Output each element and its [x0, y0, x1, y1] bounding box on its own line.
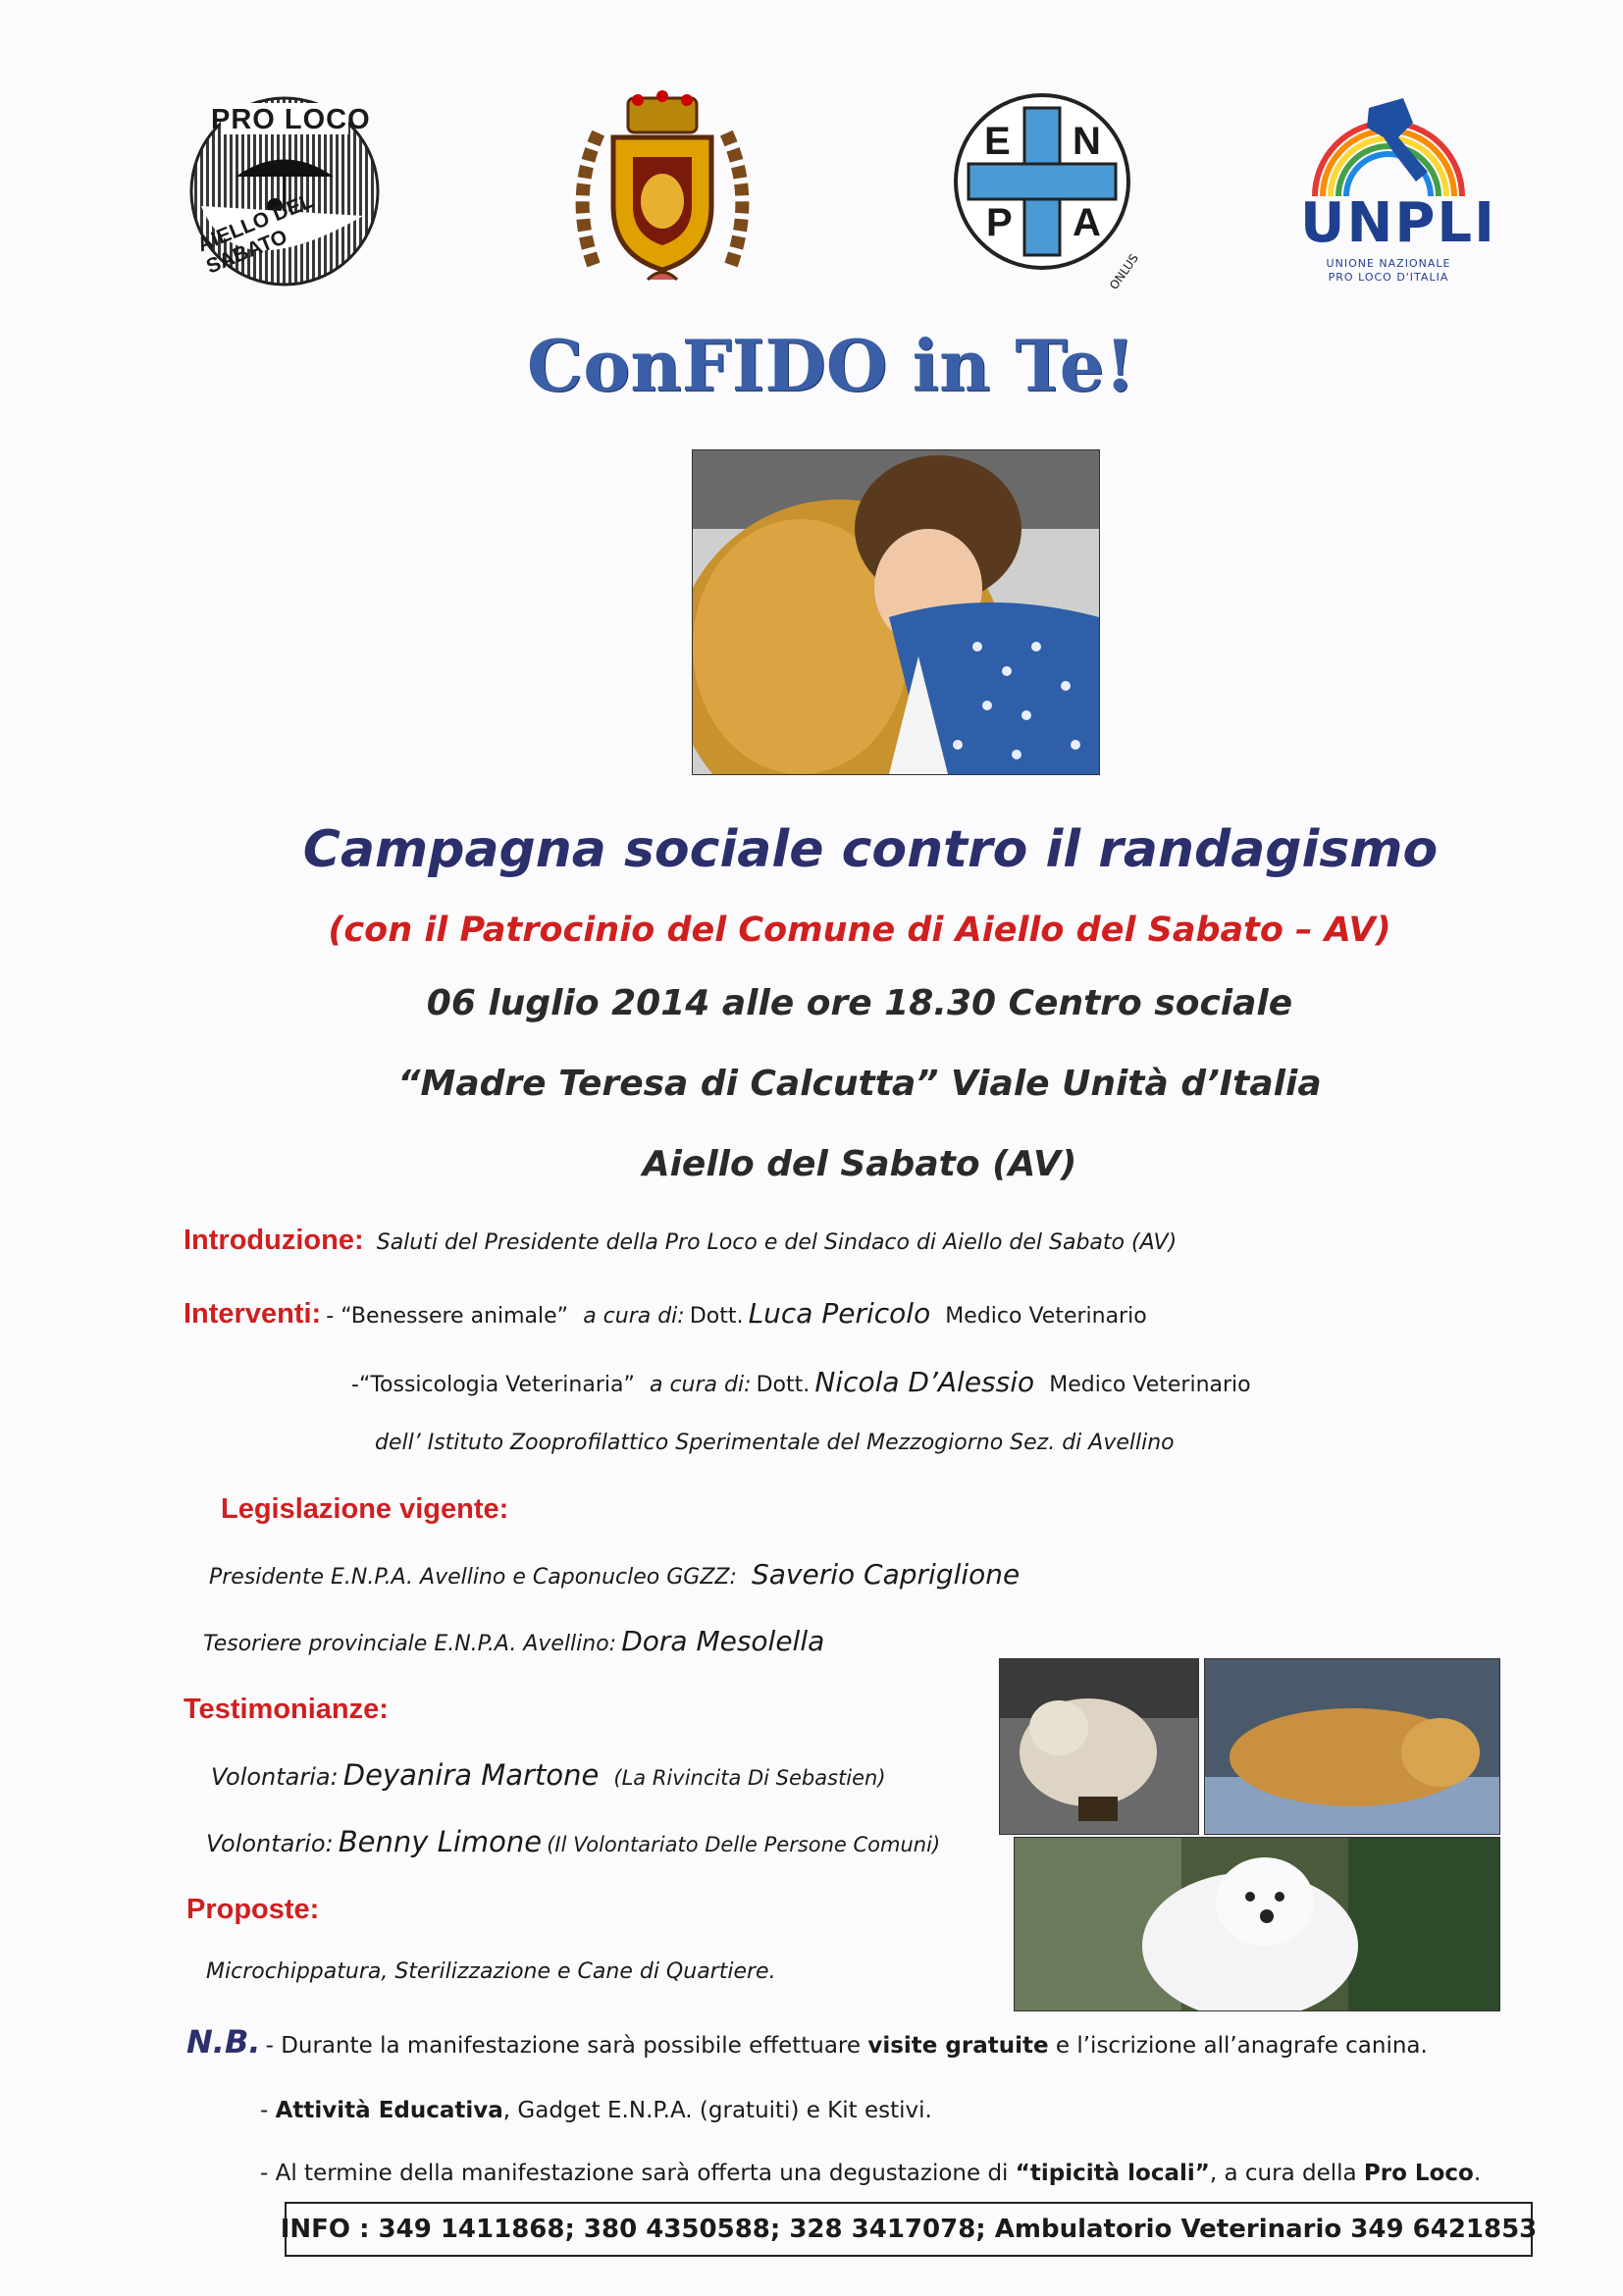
nb-line-3-a: - Al termine della manifestazione sarà offerta una degustazione di — [260, 2161, 1016, 2186]
unpli-name: UNPLI — [1300, 191, 1496, 255]
intervento-2-topic: -“Tossicologia Veterinaria” — [351, 1373, 635, 1397]
nb-line-3-c: , a cura della — [1209, 2161, 1364, 2186]
nb-line-1-a: - Durante la manifestazione sarà possibile effettuare — [265, 2033, 868, 2059]
patronage-line: (con il Patrocinio del Comune di Aiello del Sabato – AV) — [328, 911, 1391, 950]
intervento-1-speaker: Luca Pericolo — [748, 1297, 931, 1330]
coat-of-arms-logo — [564, 88, 760, 294]
testimonianza-2-name: Benny Limone — [338, 1825, 543, 1858]
nb-line-2-c: , Gadget E.N.P.A. (gratuiti) e Kit estivi. — [502, 2098, 932, 2123]
flyer-title: ConFIDO in Te! — [526, 324, 1136, 407]
campaign-heading: Campagna sociale contro il randagismo — [302, 820, 1439, 879]
nb-row-3 — [260, 2161, 1481, 2186]
testimonianza-2-note: (Il Volontariato Delle Persone Comuni) — [547, 1833, 941, 1856]
testimonianza-1-note: (La Rivincita Di Sebastien) — [613, 1766, 886, 1790]
intro-row — [183, 1225, 1177, 1257]
pro-loco-logo — [177, 88, 393, 294]
unpli-logo — [1290, 88, 1496, 294]
interventi-row-1 — [183, 1297, 1147, 1331]
interventi-label: Interventi: — [183, 1298, 322, 1330]
child-and-dog-photo — [692, 449, 1100, 775]
nb-label: N.B. — [186, 2023, 261, 2061]
interventi-row-2 — [351, 1366, 1251, 1398]
testimonianza-2-role: Volontario: — [206, 1830, 334, 1857]
legislazione-row-1 — [209, 1558, 1020, 1591]
intervento-1-role: Medico Veterinario — [945, 1304, 1147, 1329]
legislazione-2-role: Tesoriere provinciale E.N.P.A. Avellino: — [203, 1632, 617, 1656]
intro-text: Saluti del Presidente della Pro Loco e del Sindaco di Aiello del Sabato (AV) — [376, 1230, 1178, 1255]
legislazione-label: Legislazione vigente: — [221, 1493, 509, 1525]
intro-label: Introduzione: — [183, 1225, 364, 1256]
intervento-2-title: Dott. — [756, 1373, 811, 1397]
unpli-subtitle-2: PRO LOCO D'ITALIA — [1328, 271, 1449, 284]
testimonianze-row-1 — [211, 1758, 886, 1792]
unpli-subtitle-1: UNIONE NAZIONALE — [1326, 257, 1451, 270]
enpa-letter-e: E — [984, 120, 1011, 163]
legislazione-1-role: Presidente E.N.P.A. Avellino e Caponucleo GGZZ: — [209, 1565, 737, 1590]
testimonianze-row-2 — [206, 1825, 940, 1858]
testimonianze-label: Testimonianze: — [183, 1694, 389, 1725]
enpa-letter-p: P — [986, 201, 1013, 244]
proposte-label: Proposte: — [186, 1894, 320, 1925]
pro-loco-logo-top-text: PRO LOCO — [211, 104, 371, 135]
intervento-2-role: Medico Veterinario — [1049, 1373, 1251, 1397]
legislazione-row-2 — [203, 1625, 824, 1657]
town-line: Aiello del Sabato (AV) — [642, 1144, 1077, 1184]
intervento-2-speaker: Nicola D’Alessio — [814, 1366, 1035, 1398]
nb-line-3-d: Pro Loco — [1363, 2161, 1474, 2186]
dog-photo-1 — [999, 1658, 1199, 1835]
venue-line: “Madre Teresa di Calcutta” Viale Unità d’Italia — [397, 1064, 1322, 1104]
dog-photo-2 — [1204, 1658, 1500, 1835]
dog-photo-3 — [1014, 1837, 1500, 2011]
enpa-onlus-text: ONLUS — [1106, 251, 1141, 292]
intervento-1-by: a cura di: — [583, 1304, 685, 1329]
testimonianza-1-name: Deyanira Martone — [342, 1758, 600, 1792]
intervento-1-topic: - “Benessere animale” — [326, 1304, 569, 1329]
legislazione-2-name: Dora Mesolella — [621, 1625, 825, 1657]
nb-line-1-c: e l’iscrizione all’anagrafe canina. — [1048, 2033, 1428, 2059]
date-line: 06 luglio 2014 alle ore 18.30 Centro sociale — [426, 983, 1293, 1023]
pro-loco-logo-bottom-text: AIELLO DEL SABATO — [194, 189, 317, 279]
enpa-letter-a: A — [1073, 201, 1101, 244]
intervento-2-by: a cura di: — [649, 1373, 752, 1397]
testimonianza-1-role: Volontaria: — [211, 1763, 339, 1791]
enpa-letter-n: N — [1073, 120, 1101, 163]
nb-line-3-b: “tipicità locali” — [1015, 2161, 1210, 2186]
enpa-logo — [947, 88, 1153, 294]
nb-row-2 — [260, 2098, 932, 2123]
nb-line-1-b: visite gratuite — [867, 2033, 1049, 2059]
proposte-text: Microchippatura, Sterilizzazione e Cane di Quartiere. — [206, 1959, 776, 1984]
nb-row-1 — [186, 2023, 1428, 2061]
legislazione-1-name: Saverio Capriglione — [752, 1558, 1021, 1591]
info-box — [280, 2202, 1538, 2257]
intervento-2-institute: dell’ Istituto Zooprofilattico Sperimentale del Mezzogiorno Sez. di Avellino — [375, 1431, 1175, 1455]
nb-line-3-e: . — [1473, 2161, 1482, 2186]
intervento-1-title: Dott. — [689, 1304, 744, 1329]
info-text: INFO : 349 1411868; 380 4350588; 328 3417078; Ambulatorio Veterinario 349 6421853 — [280, 2215, 1538, 2244]
nb-line-2-b: Attività Educativa — [275, 2098, 503, 2123]
nb-line-2-a: - — [260, 2098, 276, 2123]
